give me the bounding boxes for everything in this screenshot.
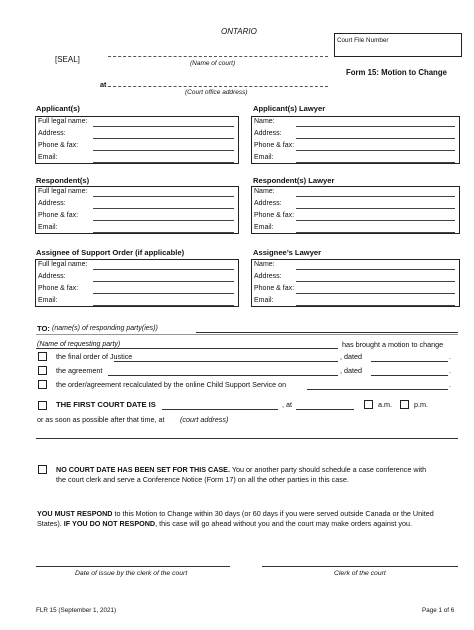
do-not-respond-bold: IF YOU DO NOT RESPOND — [63, 519, 156, 528]
agreement-date-line[interactable] — [371, 375, 448, 376]
field-line[interactable] — [296, 162, 455, 163]
date-of-issue-line[interactable] — [36, 566, 230, 567]
must-respond-line2 — [37, 519, 412, 528]
field-label: Phone & fax: — [254, 142, 295, 149]
respondent-email-row[interactable] — [36, 223, 238, 234]
respondent-name-row[interactable] — [36, 187, 238, 198]
field-label: Phone & fax: — [38, 285, 79, 292]
first-court-date-label: THE FIRST COURT DATE IS — [56, 400, 156, 409]
field-line[interactable] — [296, 232, 455, 233]
field-label: Phone & fax: — [254, 212, 295, 219]
to-label: TO: — [37, 324, 50, 333]
assignee-email-row[interactable] — [36, 296, 238, 307]
to-hint: (name(s) of responding party(ies)) — [52, 325, 158, 332]
seal-label: [SEAL] — [55, 55, 80, 64]
page-number: Page 1 of 6 — [422, 607, 455, 614]
assignee-name-row[interactable] — [36, 260, 238, 271]
field-label: Phone & fax: — [254, 285, 295, 292]
field-label: Email: — [38, 154, 58, 161]
field-line[interactable] — [93, 232, 234, 233]
final-order-checkbox[interactable] — [38, 352, 47, 361]
field-label: Name: — [254, 118, 275, 125]
field-line[interactable] — [296, 281, 455, 282]
field-line[interactable] — [93, 305, 234, 306]
field-line[interactable] — [93, 162, 234, 163]
field-line[interactable] — [93, 281, 234, 282]
field-label: Address: — [254, 273, 282, 280]
applicant-phone-row[interactable] — [36, 141, 238, 152]
final-order-label: the final order of Justice — [56, 352, 133, 361]
assignee-lawyer-title: Assignee’s Lawyer — [253, 248, 322, 257]
final-order-date-line[interactable] — [371, 361, 448, 362]
respondent-lawyer-email-row[interactable] — [252, 223, 459, 234]
field-label: Email: — [254, 297, 274, 304]
field-label: Name: — [254, 261, 275, 268]
court-time-line[interactable] — [296, 409, 354, 410]
am-label: a.m. — [378, 400, 392, 409]
recalculated-date-line[interactable] — [307, 389, 448, 390]
field-label: Address: — [38, 273, 66, 280]
field-line[interactable] — [296, 293, 455, 294]
pm-checkbox[interactable] — [400, 400, 409, 409]
applicant-lawyer-address-row[interactable] — [252, 129, 459, 140]
agreement-label: the agreement — [56, 366, 103, 375]
respondents-lawyer-box — [251, 186, 460, 234]
applicants-lawyer-title: Applicant(s) Lawyer — [253, 104, 326, 113]
field-line[interactable] — [296, 150, 455, 151]
pm-label: p.m. — [414, 400, 428, 409]
field-label: Phone & fax: — [38, 212, 79, 219]
agreement-dated: , dated — [340, 366, 362, 375]
field-label: Email: — [38, 297, 58, 304]
assignee-lawyer-email-row[interactable] — [252, 296, 459, 307]
at-label: at — [100, 80, 107, 89]
must-respond-bold: YOU MUST RESPOND — [37, 509, 113, 518]
field-label: Email: — [38, 224, 58, 231]
applicant-email-row[interactable] — [36, 153, 238, 164]
field-label: Address: — [38, 130, 66, 137]
applicant-name-row[interactable] — [36, 117, 238, 128]
respondents-lawyer-title: Respondent(s) Lawyer — [253, 176, 335, 185]
no-court-date-bold: NO COURT DATE HAS BEEN SET FOR THIS CASE. — [56, 465, 230, 474]
field-label: Address: — [38, 200, 66, 207]
field-line[interactable] — [93, 208, 234, 209]
court-file-number-box[interactable] — [334, 33, 462, 57]
respondents-title: Respondent(s) — [36, 176, 90, 185]
field-line[interactable] — [93, 150, 234, 151]
court-address-line[interactable] — [36, 438, 458, 439]
applicants-title: Applicant(s) — [36, 104, 80, 113]
respondent-phone-row[interactable] — [36, 211, 238, 222]
field-line[interactable] — [93, 220, 234, 221]
agreement-line[interactable] — [108, 375, 338, 376]
assignee-lawyer-name-row[interactable] — [252, 260, 459, 271]
responding-party-line[interactable] — [196, 332, 458, 333]
field-line[interactable] — [296, 305, 455, 306]
agreement-checkbox[interactable] — [38, 366, 47, 375]
applicants-lawyer-box — [251, 116, 460, 164]
court-time-at: , at — [282, 400, 292, 409]
no-court-date-text1: You or another party should schedule a case conference with — [229, 465, 427, 474]
assignee-address-row[interactable] — [36, 272, 238, 283]
final-order-dated: , dated — [340, 352, 362, 361]
field-line[interactable] — [296, 208, 455, 209]
has-brought-text: has brought a motion to change — [342, 340, 444, 349]
respondent-address-row[interactable] — [36, 199, 238, 210]
assignee-title: Assignee of Support Order (if applicable) — [36, 248, 185, 257]
court-office-address-hint: (Court office address) — [185, 89, 248, 96]
applicant-lawyer-phone-row[interactable] — [252, 141, 459, 152]
must-respond-line1 — [37, 509, 434, 518]
respondent-lawyer-phone-row[interactable] — [252, 211, 459, 222]
applicant-address-row[interactable] — [36, 129, 238, 140]
date-of-issue-label: Date of issue by the clerk of the court — [75, 570, 188, 577]
field-line[interactable] — [93, 269, 234, 270]
assignee-box — [35, 259, 239, 307]
assignee-lawyer-box — [251, 259, 460, 307]
respondent-lawyer-name-row[interactable] — [252, 187, 459, 198]
applicant-lawyer-email-row[interactable] — [252, 153, 459, 164]
field-label: Email: — [254, 224, 274, 231]
respondent-lawyer-address-row[interactable] — [252, 199, 459, 210]
requesting-party-line[interactable] — [36, 348, 338, 349]
field-label: Address: — [254, 200, 282, 207]
field-line[interactable] — [296, 269, 455, 270]
recalculated-period: . — [449, 380, 451, 389]
applicants-box — [35, 116, 239, 164]
field-label: Full legal name: — [38, 188, 88, 195]
field-line[interactable] — [296, 138, 455, 139]
field-label: Full legal name: — [38, 261, 88, 268]
form-id: FLR 15 (September 1, 2021) — [36, 607, 117, 614]
field-line[interactable] — [93, 138, 234, 139]
first-court-date-checkbox[interactable] — [38, 401, 47, 410]
clerk-signature-line[interactable] — [262, 566, 458, 567]
jurisdiction-title: ONTARIO — [221, 27, 257, 36]
am-checkbox[interactable] — [364, 400, 373, 409]
final-order-period: . — [449, 352, 451, 361]
court-file-number-label: Court File Number — [337, 37, 389, 44]
as-soon-as-possible-text: or as soon as possible after that time, at — [37, 415, 165, 424]
no-court-date-text2: the court clerk and serve a Conference Notice (Form 17) on all the other parties in this case. — [56, 475, 349, 484]
field-line[interactable] — [93, 293, 234, 294]
court-date-line[interactable] — [162, 409, 278, 410]
recalculated-checkbox[interactable] — [38, 380, 47, 389]
to-separator-line — [36, 334, 458, 335]
assignee-phone-row[interactable] — [36, 284, 238, 295]
no-court-date-checkbox[interactable] — [38, 465, 47, 474]
field-line[interactable] — [93, 126, 234, 127]
court-address-line[interactable] — [108, 86, 328, 87]
form-title: Form 15: Motion to Change — [346, 68, 447, 77]
assignee-lawyer-phone-row[interactable] — [252, 284, 459, 295]
assignee-lawyer-address-row[interactable] — [252, 272, 459, 283]
court-name-line[interactable] — [108, 56, 328, 57]
no-court-date-line1 — [56, 465, 426, 474]
states-text: States). — [37, 519, 64, 528]
court-name-hint: (Name of court) — [190, 60, 236, 67]
field-label: Address: — [254, 130, 282, 137]
requesting-party-hint: (Name of requesting party) — [37, 341, 121, 348]
field-line[interactable] — [93, 196, 234, 197]
do-not-respond-text: , this case will go ahead without you and the court may make orders against you. — [155, 519, 412, 528]
field-line[interactable] — [296, 196, 455, 197]
recalculated-label: the order/agreement recalculated by the online Child Support Service on — [56, 380, 287, 389]
must-respond-text: to this Motion to Change within 30 days (or 60 days if you were served outside Canada or the United — [112, 509, 434, 518]
applicant-lawyer-name-row[interactable] — [252, 117, 459, 128]
agreement-period: . — [449, 366, 451, 375]
respondents-box — [35, 186, 239, 234]
court-address-hint: (court address) — [180, 415, 229, 424]
field-label: Email: — [254, 154, 274, 161]
clerk-label: Clerk of the court — [334, 570, 386, 577]
justice-name-line[interactable] — [114, 361, 338, 362]
field-line[interactable] — [296, 220, 455, 221]
field-label: Name: — [254, 188, 275, 195]
field-label: Phone & fax: — [38, 142, 79, 149]
field-line[interactable] — [296, 126, 455, 127]
field-label: Full legal name: — [38, 118, 88, 125]
